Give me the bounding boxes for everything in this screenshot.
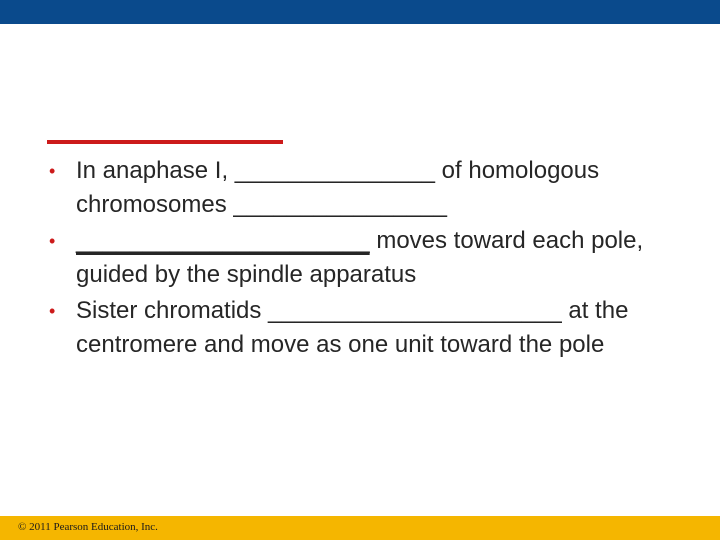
bullet-item-3 [44, 294, 704, 362]
bullet-marker: • [49, 301, 56, 321]
bullet-text-1: In anaphase I, _______________ of homologous chromosomes ________________ [76, 157, 600, 218]
fill-in-blank: ______________________ [76, 227, 370, 254]
bullet-marker: • [49, 161, 56, 181]
bullet-text-3: Sister chromatids ______________________ at the centromere and move as one unit toward the pole [76, 297, 629, 358]
bullet-item-1 [44, 154, 704, 222]
bullet-marker: • [49, 231, 56, 251]
title-placeholder-line [47, 140, 283, 144]
bullet-item-2 [44, 224, 704, 292]
copyright-notice: © 2011 Pearson Education, Inc. [18, 521, 158, 533]
footer-bar [0, 516, 720, 540]
bullet-list [44, 154, 704, 364]
header-bar [0, 0, 720, 24]
bullet-text-2: moves toward each pole, guided by the spindle apparatus [76, 227, 644, 288]
